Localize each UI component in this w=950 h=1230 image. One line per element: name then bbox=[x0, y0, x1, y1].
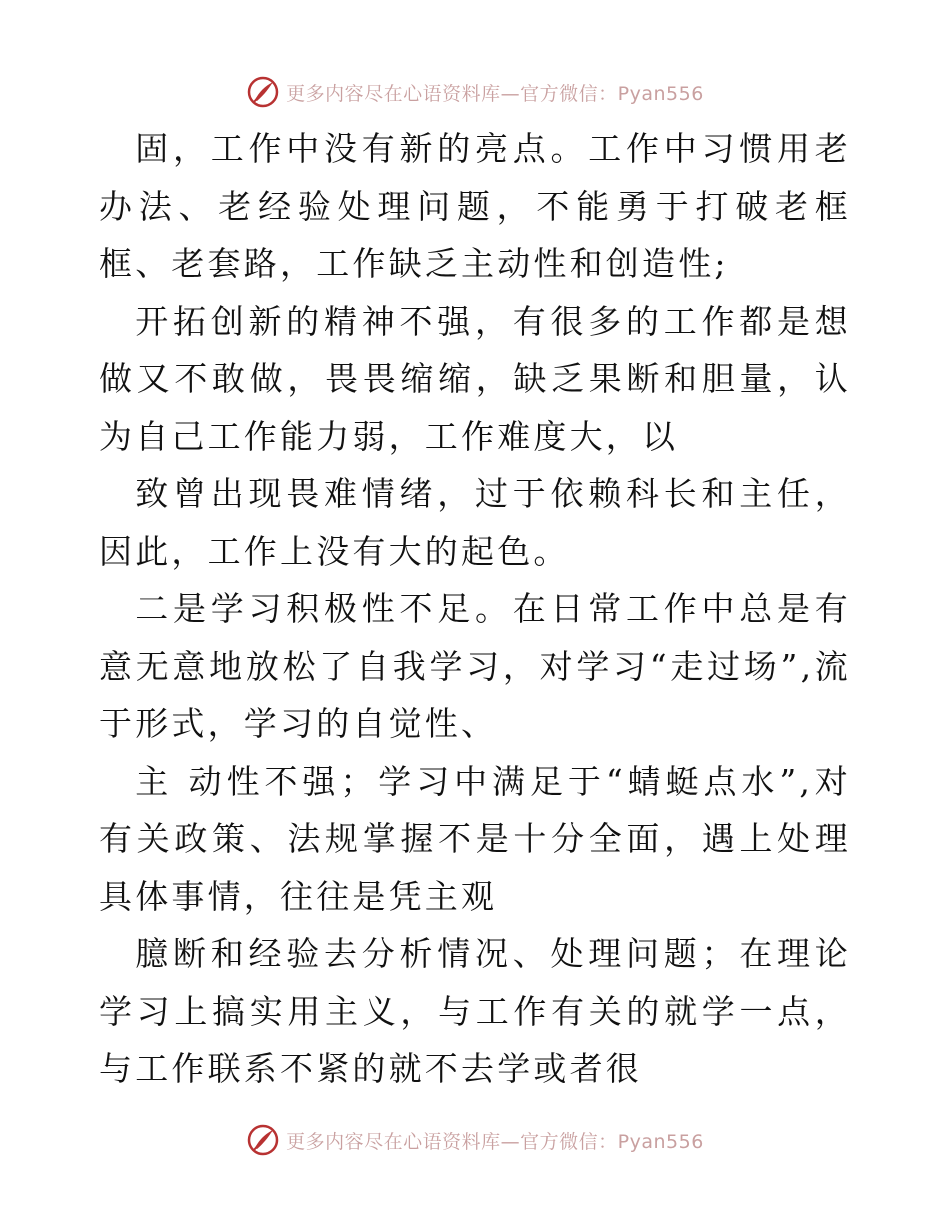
header-banner bbox=[0, 72, 950, 112]
paragraph-5: 主 动性不强；学习中满足于“蜻蜓点水”,对有关政策、法规掌握不是十分全面，遇上处理具体事情，往往是凭主观 bbox=[99, 761, 851, 916]
header-banner-text: 更多内容尽在心语资料库—官方微信：Pyan556 bbox=[286, 82, 704, 105]
paragraph-3: 致曾出现畏难情绪，过于依赖科长和主任，因此，工作上没有大的起色。 bbox=[99, 474, 851, 571]
paragraph-1: 固，工作中没有新的亮点。工作中习惯用老办法、老经验处理问题，不能勇于打破老框框、老套路，工作缺乏主动性和创造性; bbox=[99, 129, 851, 283]
paragraph-4: 二是学习积极性不足。在日常工作中总是有意无意地放松了自我学习，对学习“走过场”,流于形式，学习的自觉性、 bbox=[99, 589, 851, 743]
feather-pen-logo-icon bbox=[246, 75, 280, 109]
footer-banner bbox=[0, 1120, 950, 1160]
paragraph-6: 臆断和经验去分析情况、处理问题；在理论学习上搞实用主义，与工作有关的就学一点，与工作联系不紧的就不去学或者很 bbox=[99, 934, 851, 1088]
document-body bbox=[99, 120, 851, 1098]
feather-pen-logo-icon bbox=[246, 1123, 280, 1157]
paragraph-2: 开拓创新的精神不强，有很多的工作都是想做又不敢做，畏畏缩缩，缺乏果断和胆量，认为自己工作能力弱，工作难度大，以 bbox=[99, 301, 851, 456]
footer-banner-text: 更多内容尽在心语资料库—官方微信：Pyan556 bbox=[286, 1130, 704, 1153]
